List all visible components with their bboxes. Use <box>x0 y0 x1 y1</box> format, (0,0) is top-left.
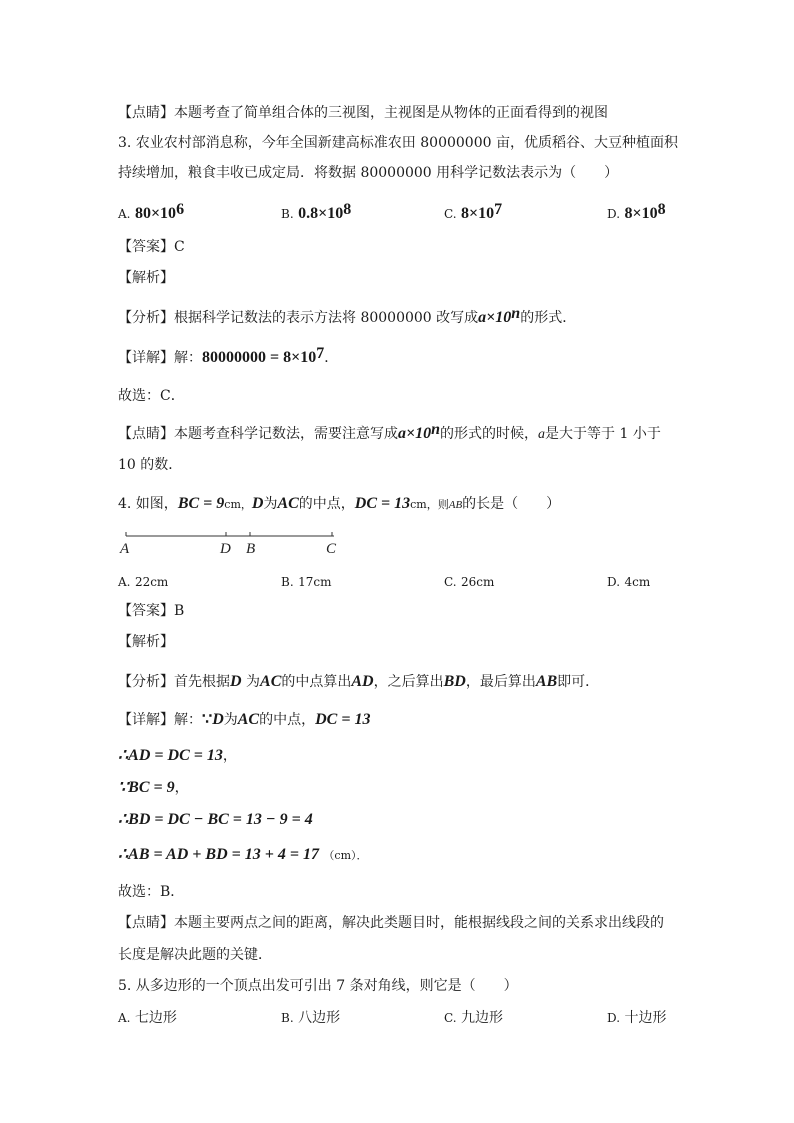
q3-stem-line1: 3. 农业农村部消息称，今年全国新建高标准农田 80000000 亩，优质稻谷、大豆种植面积 <box>118 135 678 151</box>
q3-option-a: A. $80\times 10^6$ <box>118 201 185 222</box>
q3-analysis-title: 【解析】 <box>118 270 174 286</box>
q4-option-b: B. 17cm <box>281 575 332 589</box>
q4-comment-line2: 长度是解决此题的关键． <box>118 947 272 963</box>
q4-answer: 【答案】B <box>118 603 185 619</box>
q3-analysis: 【分析】根据科学记数法的表示方法将 80000000 改写成$a\times 10^n$的形式． <box>118 305 577 326</box>
label-a: A <box>120 541 130 557</box>
q4-step4: ∴AB = AD + BD = 13 + 4 = 17 （cm）． <box>118 846 368 863</box>
q3-comment-line2: 10 的数． <box>118 457 183 473</box>
label-b: B <box>246 541 256 557</box>
q3-detail: 【详解】解：$80000000 = 8\times 10^7$． <box>118 345 339 366</box>
segment-figure <box>118 526 348 560</box>
q4-detail: 【详解】解：∵D为AC的中点，DC = 13 <box>118 711 371 728</box>
q4-analysis: 【分析】首先根据D 为AC的中点算出AD，之后算出BD，最后算出AB即可． <box>118 673 600 690</box>
q3-choice: 故选：C． <box>118 388 185 404</box>
q5-option-c: C. 九边形 <box>444 1010 504 1026</box>
q4-step2: ∵BC = 9， <box>118 779 189 796</box>
q3-option-c: C. $8\times 10^7$ <box>444 201 503 222</box>
q4-analysis-title: 【解析】 <box>118 634 174 650</box>
q2-comment: 【点睛】本题考查了简单组合体的三视图，主视图是从物体的正面看得到的视图 <box>118 105 608 121</box>
q3-answer: 【答案】C <box>118 239 185 255</box>
q5-option-a: A. 七边形 <box>118 1010 177 1026</box>
q5-stem: 5. 从多边形的一个顶点出发可引出 7 条对角线，则它是（ ） <box>118 978 518 994</box>
q3-option-d: D. $8\times 10^8$ <box>607 201 666 222</box>
q4-step3: ∴BD = DC − BC = 13 − 9 = 4 <box>118 811 313 828</box>
q3-comment-line1: 【点睛】本题考查科学记数法，需要注意写成$a\times 10^n$的形式的时候，a是大于等于 1 小于 <box>118 421 661 442</box>
q4-stem: 4. 如图，BC = 9cm，D为AC的中点，DC = 13cm，则AB的长是（ ） <box>118 495 561 512</box>
q4-step1: ∴AD = DC = 13， <box>118 747 237 764</box>
q5-option-b: B. 八边形 <box>281 1010 341 1026</box>
q4-option-d: D. 4cm <box>607 575 651 589</box>
q4-choice: 故选：B． <box>118 884 185 900</box>
label-c: C <box>326 541 337 557</box>
q3-stem-line2: 持续增加，粮食丰收已成定局．将数据 80000000 用科学记数法表示为（ ） <box>118 165 619 181</box>
q3-option-b: B. $0.8\times 10^8$ <box>281 201 352 222</box>
q4-comment-line1: 【点睛】本题主要两点之间的距离，解决此类题目时，能根据线段之间的关系求出线段的 <box>118 915 664 931</box>
q4-option-c: C. 26cm <box>444 575 495 589</box>
q5-option-d: D. 十边形 <box>607 1010 667 1026</box>
q4-option-a: A. 22cm <box>118 575 169 589</box>
label-d: D <box>220 541 231 557</box>
